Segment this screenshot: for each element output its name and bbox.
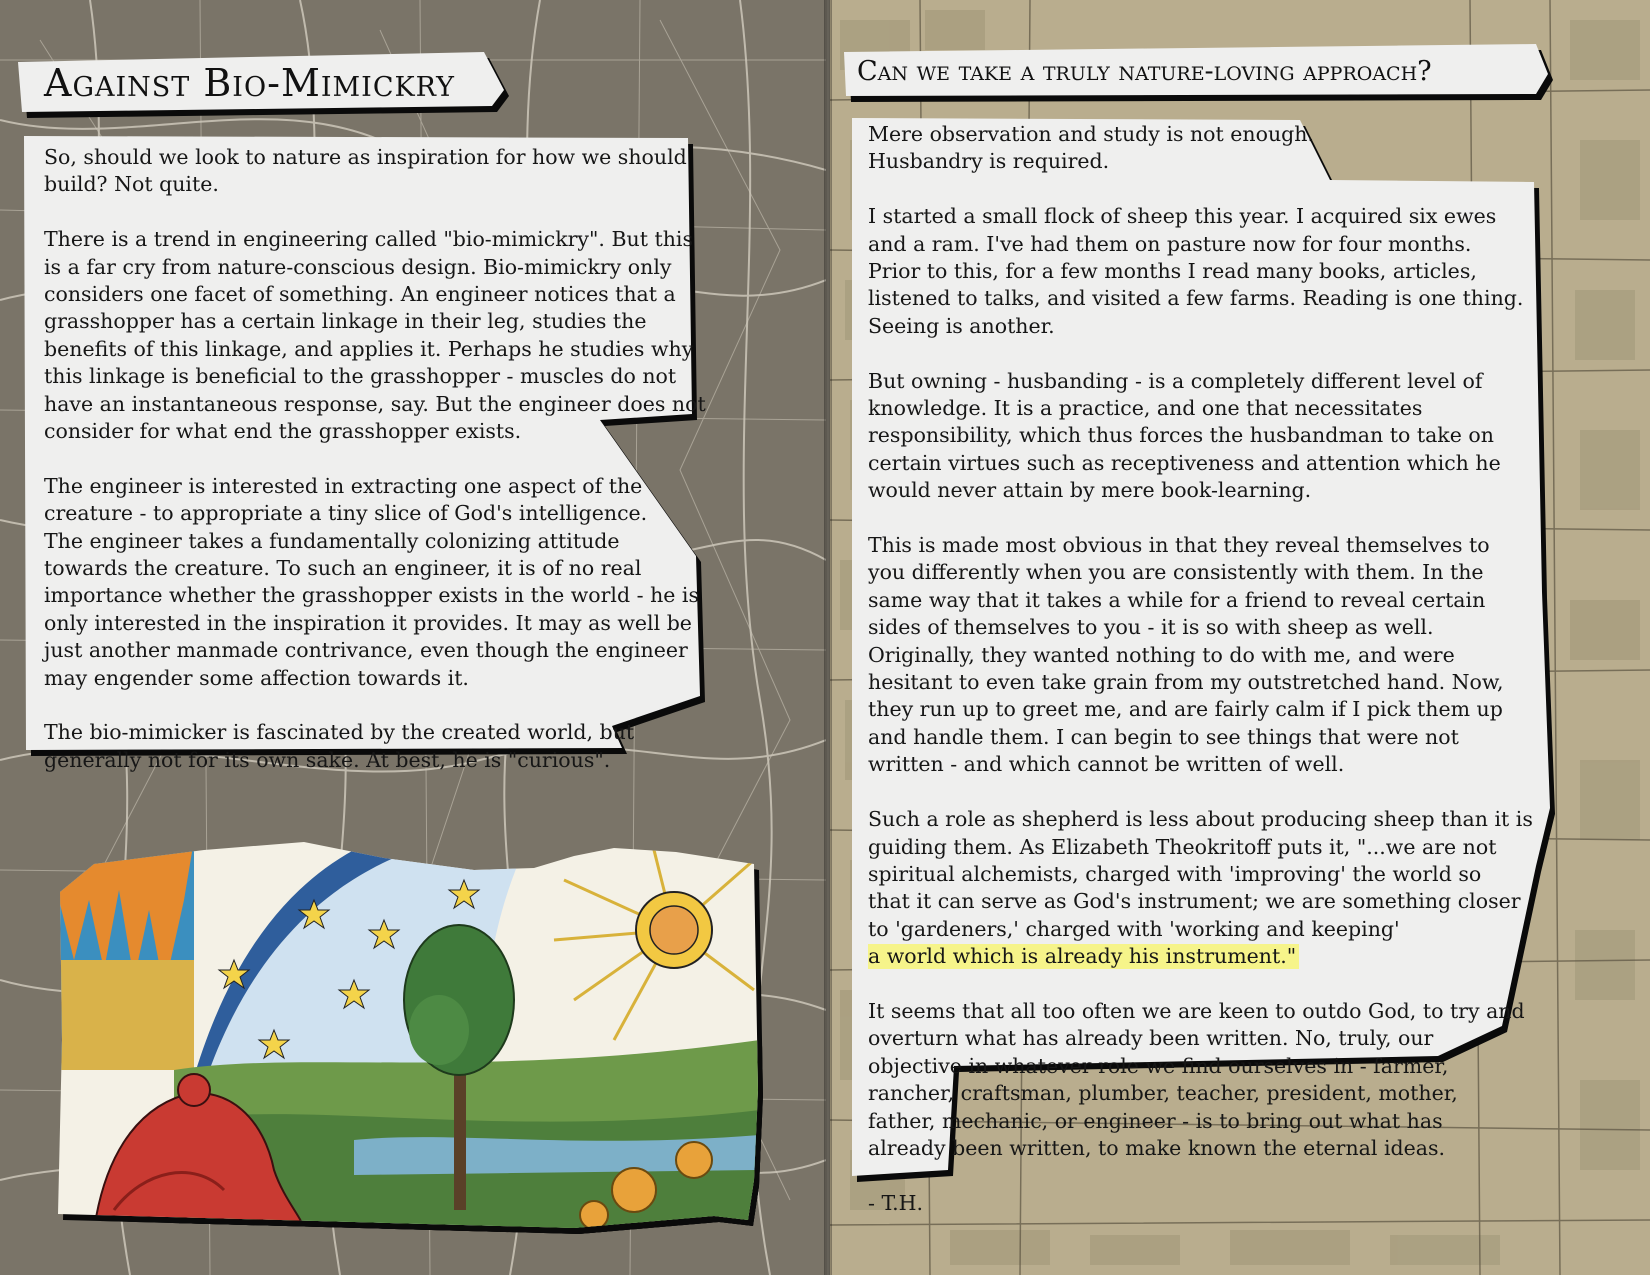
page-gutter (824, 0, 832, 1275)
woodcut-illustration (54, 840, 760, 1230)
left-paragraph-2: There is a trend in engineering called "bio-mimickry". But this is a far cry from nature-conscious design. Bio-mimickry only considers one facet of something. An engineer notices that a grasshopper has a certain linkage in their leg, studies the benefits of this linkage, and applies it. Perhaps he studies why this linkage is beneficial to the grasshopper - muscles do not have an instantaneous response, say. But the engineer does not consider for what end the grasshopper exists. (44, 227, 706, 444)
right-body-text (868, 121, 1533, 1245)
left-paragraph-1: So, should we look to nature as inspiration for how we should build? Not quite. (44, 145, 687, 197)
left-paragraph-4: The bio-mimicker is fascinated by the created world, but generally not for its own sake. At best, he is "curious". (44, 720, 635, 772)
right-page-title: Can we take a truly nature-loving approach? (857, 56, 1432, 87)
right-paragraph-5: Such a role as shepherd is less about producing sheep than it is guiding them. As Elizabeth Theokritoff puts it, "...we are not spiritual alchemists, charged with 'improving' the world so that it can serve as God's instrument; we are something closer to 'gardeners,' charged with 'working and keeping' a world which is already his instrument." (868, 807, 1533, 969)
right-paragraph-6: It seems that all too often we are keen to outdo God, to try and overturn what has already been written. No, truly, our objective in whatever role we find ourselves in - farmer, rancher, craftsman, plumber, teacher, president, mother, father, mechanic, or engineer - is to bring out what has already been written, to make known the eternal ideas. (868, 998, 1525, 1160)
left-page-title: Against Bio-Mimickry (44, 61, 455, 105)
right-paragraph-3: But owning - husbanding - is a completely different level of knowledge. It is a practice, and one that necessitates responsibility, which thus forces the husbandman to take on certain virtues such as receptiveness and attention which he would never attain by mere book-learning. (868, 368, 1501, 503)
left-body-text (44, 144, 706, 802)
signature: - T.H. (868, 1190, 924, 1215)
right-paragraph-2: I started a small flock of sheep this year. I acquired six ewes and a ram. I've had them on pasture now for four months. Prior to this, for a few months I read many books, articles, listened to talks, and visited a few farms. Reading is one thing. Seeing is another. (868, 204, 1524, 338)
highlighted-quote: a world which is already his instrument." (868, 944, 1299, 969)
right-paragraph-1: Mere observation and study is not enough. Husbandry is required. (868, 122, 1315, 174)
left-paragraph-3: The engineer is interested in extracting one aspect of the creature - to appropriate a tiny slice of God's intelligence. The engineer takes a fundamentally colonizing attitude towards the creature. To such an engineer, it is of no real importance whether the grasshopper exists in the world - he is only interested in the inspiration it provides. It may as well be just another manmade contrivance, even though the engineer may engender some affection towards it. (44, 473, 699, 690)
right-paragraph-4: This is made most obvious in that they reveal themselves to you differently when you are consistently with them. In the same way that it takes a while for a friend to reveal certain sides of themselves to you - it is so with sheep as well. Originally, they wanted nothing to do with me, and were hesitant to even take grain from my outstretched hand. Now, they run up to greet me, and are fairly calm if I pick them up and handle them. I can begin to see things that were not written - and which cannot be written of well. (868, 533, 1504, 777)
